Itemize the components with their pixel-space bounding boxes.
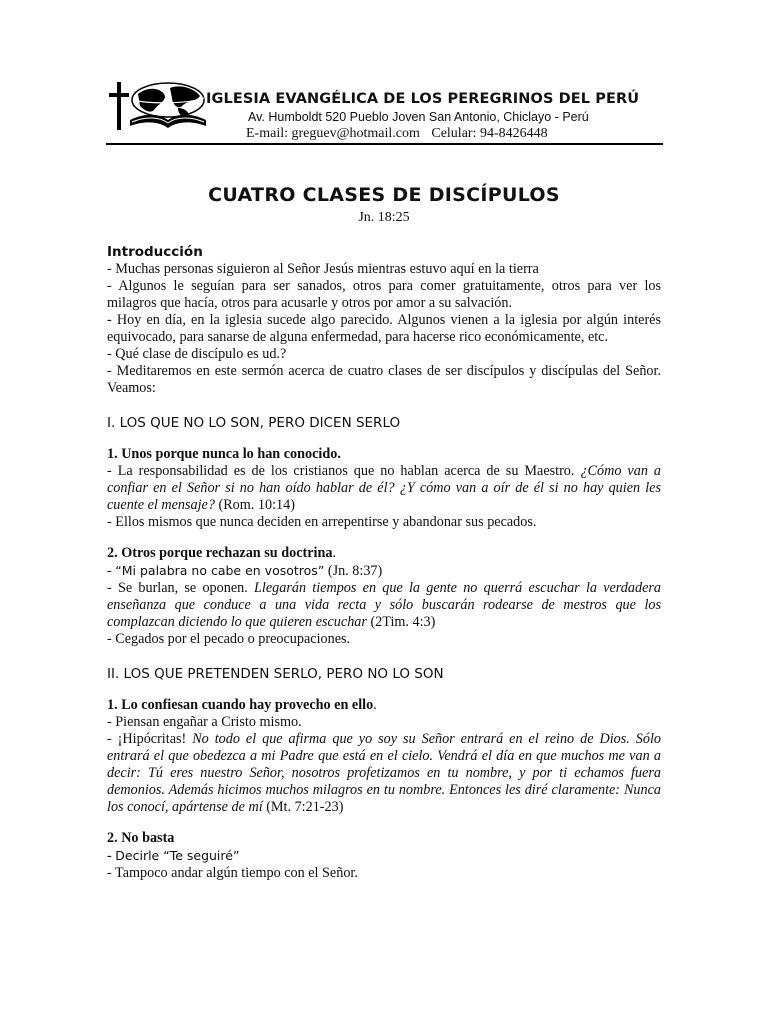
- subsection-heading: 2. No basta: [107, 830, 175, 846]
- paragraph: - Tampoco andar algún tiempo con el Señor.: [107, 865, 358, 881]
- subsection-heading: 2. Otros porque rechazan su doctrina.: [107, 545, 336, 561]
- cross-globe-bible-logo: [108, 80, 208, 132]
- paragraph: - La responsabilidad es de los cristianos que no hablan acerca de su Maestro. ¿Cómo van a confiar en el Señor si no han oído hablar de él? ¿Y cómo van a oír de él si no hay quien les cuente el mensaje? (Rom. 10:14): [107, 463, 661, 513]
- church-address: Av. Humboldt 520 Pueblo Joven San Antonio, Chiclayo - Perú: [248, 110, 589, 124]
- paragraph: - “Mi palabra no cabe en vosotros” (Jn. 8:37): [107, 563, 383, 579]
- bible-reference: Jn. 18:25: [358, 210, 410, 225]
- scripture-quote: Decirle “Te seguiré”: [115, 848, 240, 863]
- paragraph: - Ellos mismos que nunca deciden en arrepentirse y abandonar sus pecados.: [107, 514, 537, 530]
- section-heading: I. LOS QUE NO LO SON, PERO DICEN SERLO: [107, 415, 401, 431]
- paragraph: - Se burlan, se oponen. Llegarán tiempos en que la gente no querrá escuchar la verdadera enseñanza que conduce a una vida recta y sólo buscarán rodearse de mestros que los complazcan diciendo lo que quieren escuchar (2Tim. 4:3): [107, 580, 661, 630]
- sermon-body: [107, 244, 661, 882]
- sermon-title: CUATRO CLASES DE DISCÍPULOS: [208, 184, 560, 206]
- church-name: IGLESIA EVANGÉLICA DE LOS PEREGRINOS DEL PERÚ: [206, 91, 640, 107]
- phone-text: Celular: 94-8426448: [431, 126, 548, 141]
- header-divider: [106, 143, 663, 145]
- paragraph: - Decirle “Te seguiré”: [107, 848, 240, 864]
- intro-line: - Hoy en día, en la iglesia sucede algo parecido. Algunos vienen a la iglesia por algún interés equivocado, para sanarse de alguna enfermedad, para hacerse rico económicamente, etc.: [107, 312, 661, 345]
- subsection-heading: 1. Lo confiesan cuando hay provecho en ello.: [107, 697, 377, 713]
- intro-line: - Meditaremos en este sermón acerca de cuatro clases de ser discípulos y discípulas del Señor. Veamos:: [107, 363, 661, 396]
- contact-line: [246, 126, 548, 142]
- intro-line: - Muchas personas siguieron al Señor Jesús mientras estuvo aquí en la tierra: [107, 261, 539, 277]
- intro-line: - Algunos le seguían para ser sanados, otros para comer gratuitamente, otros para ver los milagros que hacía, otros para acusarle y otros por amor a su salvación.: [107, 278, 661, 311]
- subsection-heading: 1. Unos porque nunca lo han conocido.: [107, 446, 341, 462]
- paragraph: - Cegados por el pecado o preocupaciones.: [107, 631, 351, 647]
- scripture-quote: No todo el que afirma que yo soy su Señor entrará en el reino de Dios. Sólo entrará el que obedezca a mi Padre que está en el cielo. Vendrá el día en que muchos me van a decir: Tú eres nuestro Señor, nosotros profetizamos en tu nombre, y por ti echamos fuera demonios. Además hicimos muchos milagros en tu nombre. Entonces les diré claramente: Nunca los conocí, apártense de mí: [107, 731, 661, 815]
- paragraph: - Piensan engañar a Cristo mismo.: [107, 714, 302, 730]
- scripture-quote: “Mi palabra no cabe en vosotros”: [115, 563, 325, 578]
- email-text: E-mail: greguev@hotmail.com: [246, 126, 420, 141]
- intro-line: - Qué clase de discípulo es ud.?: [107, 346, 287, 362]
- section-heading: II. LOS QUE PRETENDEN SERLO, PERO NO LO SON: [107, 666, 444, 682]
- scripture-quote: ¿Cómo van a confiar en el Señor si no han oído hablar de él? ¿Y cómo van a oír de él si no hay quien les cuente el mensaje?: [107, 463, 661, 513]
- paragraph: - ¡Hipócritas! No todo el que afirma que yo soy su Señor entrará en el reino de Dios. Sólo entrará el que obedezca a mi Padre que está en el cielo. Vendrá el día en que muchos me van a decir: Tú eres nuestro Señor, nosotros profetizamos en tu nombre, y por ti echamos fuera demonios. Además hicimos muchos milagros en tu nombre. Entonces les diré claramente: Nunca los conocí, apártense de mí (Mt. 7:21-23): [107, 731, 661, 815]
- scripture-quote: Llegarán tiempos en que la gente no querrá escuchar la verdadera enseñanza que conduce a una vida recta y sólo buscarán rodearse de mestros que los complazcan diciendo lo que quieren escuchar: [107, 580, 661, 630]
- intro-heading: Introducción: [107, 244, 203, 260]
